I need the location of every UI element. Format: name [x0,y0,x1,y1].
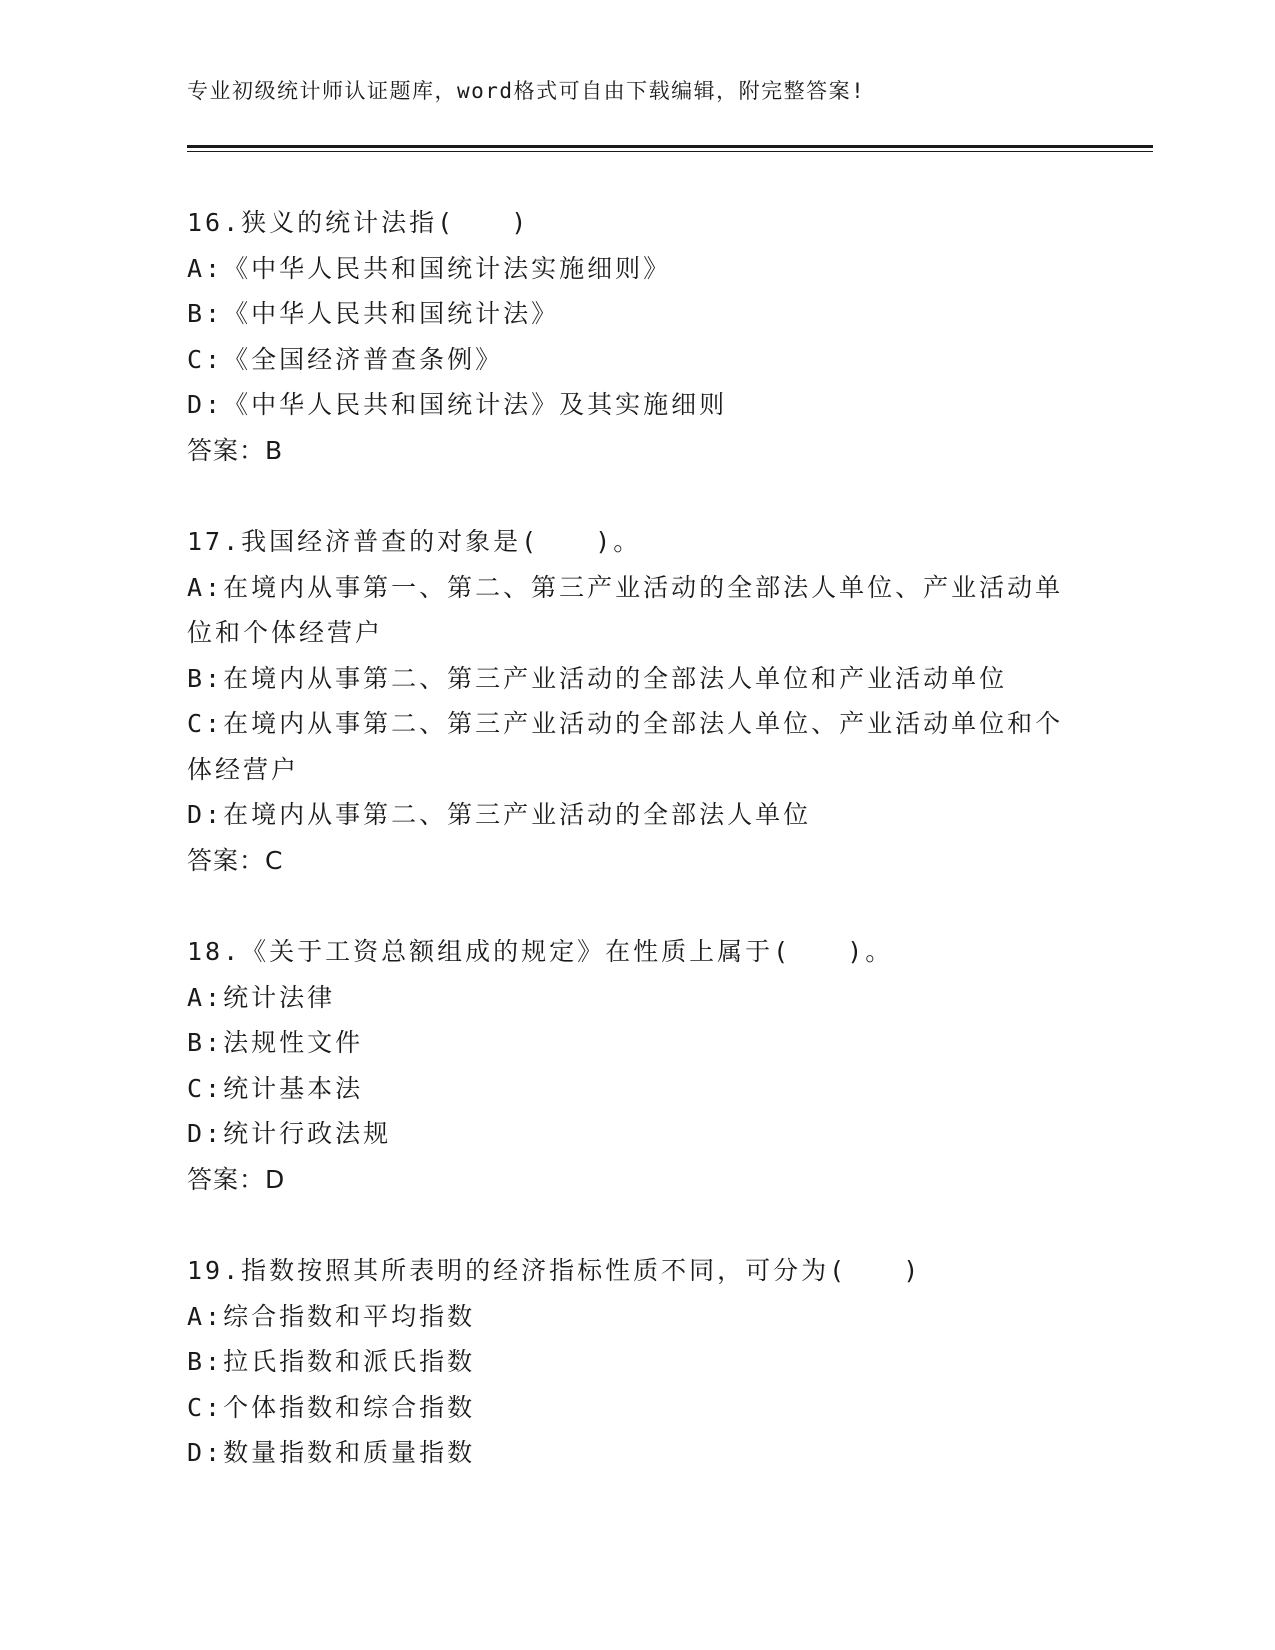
option-a: A:在境内从事第一、第二、第三产业活动的全部法人单位、产业活动单位和个体经营户 [187,572,1064,647]
option-a: A:统计法律 [187,982,336,1012]
answer-line: 答案：C [187,845,284,875]
question-18 [187,929,1087,1202]
option-c: C:统计基本法 [187,1073,364,1103]
option-c: C:《全国经济普查条例》 [187,344,504,374]
question-16 [187,200,1087,473]
option-b: B:拉氏指数和派氏指数 [187,1347,476,1376]
option-a: A:综合指数和平均指数 [187,1301,476,1331]
question-stem: 17.我国经济普查的对象是( )。 [187,527,642,556]
answer-line: 答案：B [187,435,284,465]
question-stem: 18.《关于工资总额组成的规定》在性质上属于( )。 [187,937,894,966]
option-d: D:《中华人民共和国统计法》及其实施细则 [187,390,728,419]
option-a: A:《中华人民共和国统计法实施细则》 [187,253,672,283]
question-stem: 19.指数按照其所表明的经济指标性质不同，可分为( ) [187,1256,922,1285]
option-b: B:在境内从事第二、第三产业活动的全部法人单位和产业活动单位 [187,663,1008,693]
option-b: B:《中华人民共和国统计法》 [187,299,560,328]
question-19 [187,1248,1087,1476]
option-c: C:个体指数和综合指数 [187,1392,476,1422]
option-b: B:法规性文件 [187,1028,364,1057]
question-stem: 16.狭义的统计法指( ) [187,208,530,237]
question-list [187,200,1087,1522]
option-d: D:在境内从事第二、第三产业活动的全部法人单位 [187,800,812,829]
question-17 [187,519,1087,883]
page-header: 专业初级统计师认证题库，word格式可自由下载编辑，附完整答案! [187,79,866,103]
header-rule-thin [187,151,1153,152]
option-d: D:数量指数和质量指数 [187,1438,476,1467]
option-c: C:在境内从事第二、第三产业活动的全部法人单位、产业活动单位和个体经营户 [187,709,1064,784]
header-rule-thick [187,145,1153,148]
answer-line: 答案：D [187,1164,286,1194]
option-d: D:统计行政法规 [187,1119,392,1148]
